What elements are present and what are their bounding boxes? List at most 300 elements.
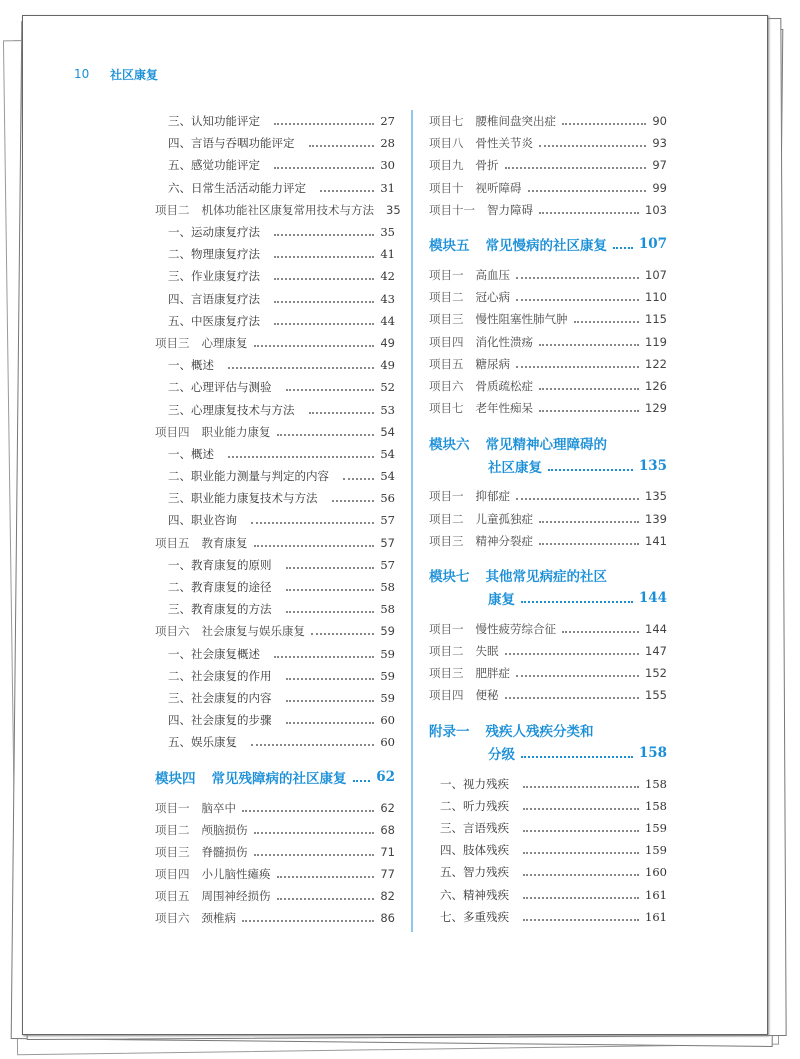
dot-leader [286,611,375,613]
item-title: 三、社会康复的内容 [168,690,272,705]
item-title: 慢性疲劳综合征 [475,621,556,636]
module-page: 135 [638,457,667,474]
toc-subitem[interactable] [155,376,395,398]
item-title: 一、教育康复的原则 [168,557,272,572]
item-title: 三、职业能力康复技术与方法 [168,491,318,506]
dot-leader [254,832,375,834]
item-page: 30 [380,158,395,173]
toc-item[interactable] [155,863,395,885]
item-page: 49 [380,335,395,350]
toc-item[interactable] [429,286,667,308]
item-page: 159 [645,821,667,836]
item-title: 慢性阻塞性肺气肿 [475,312,568,327]
item-title: 五、娱乐康复 [168,735,237,750]
dot-leader [343,478,374,480]
dot-leader [516,277,639,279]
module-page: 144 [638,590,667,607]
item-label: 项目三 [155,844,190,859]
item-page: 155 [645,688,667,703]
item-title: 教育康复 [201,535,248,550]
item-page: 59 [380,624,395,639]
toc-item[interactable] [429,154,667,176]
toc-subitem[interactable] [155,110,395,132]
item-page: 159 [645,843,667,858]
item-label: 项目二 [429,290,464,305]
item-title: 四、肢体残疾 [440,843,509,858]
item-title: 七、多重残疾 [440,909,509,924]
toc-subitem[interactable] [155,221,395,243]
dot-leader [274,123,374,125]
column-divider [411,110,413,932]
dot-leader [574,321,640,323]
module-title: 残疾人残疾分类和 [485,724,594,741]
toc-module-heading[interactable] [155,765,395,788]
item-label: 项目七 [429,114,464,129]
dot-leader [528,190,647,192]
item-page: 77 [380,867,395,882]
toc-subitem[interactable] [155,288,395,310]
item-page: 62 [380,800,395,815]
dot-leader [562,631,639,633]
toc-item[interactable] [429,684,667,706]
item-title: 三、心理康复技术与方法 [168,402,295,417]
item-label: 项目一 [429,268,464,283]
item-title: 五、智力残疾 [440,865,509,880]
toc-subitem[interactable] [429,839,667,861]
dot-leader [521,601,633,603]
item-page: 59 [380,646,395,661]
dot-leader [523,852,639,854]
item-label: 项目二 [155,822,190,837]
module-heading-line [429,564,667,587]
dot-leader [505,653,640,655]
item-label: 项目三 [429,666,464,681]
item-page: 44 [380,313,395,328]
module-label: 附录一 [429,724,470,741]
dot-leader [274,234,374,236]
item-label: 项目六 [155,911,190,926]
item-page: 122 [645,356,667,371]
item-label: 项目三 [155,335,190,350]
dot-leader [353,780,371,782]
item-page: 57 [380,535,395,550]
item-label: 项目五 [155,535,190,550]
item-label: 项目五 [155,889,190,904]
item-title: 三、教育康复的方法 [168,602,272,617]
item-title: 机体功能社区康复常用技术与方法 [201,202,374,217]
item-page: 93 [652,136,667,151]
toc-subitem[interactable] [155,598,395,620]
dot-leader [539,543,639,545]
item-page: 54 [380,446,395,461]
dot-leader [539,388,639,390]
dot-leader [332,500,375,502]
dot-leader [286,722,375,724]
dot-leader [242,810,374,812]
item-page: 56 [380,491,395,506]
toc-subitem[interactable] [429,795,667,817]
item-page: 71 [380,844,395,859]
toc-subitem[interactable] [155,310,395,332]
item-title: 三、言语残疾 [440,821,509,836]
toc-item[interactable] [155,332,395,354]
module-heading-line [429,742,667,765]
item-page: 68 [380,822,395,837]
item-title: 失眠 [475,644,499,659]
dot-leader [286,700,375,702]
item-page: 119 [645,334,667,349]
item-title: 一、视力残疾 [440,776,509,791]
module-title-continued: 康复 [488,592,515,609]
item-page: 152 [645,666,667,681]
toc-item[interactable] [429,375,667,397]
item-title: 五、中医康复疗法 [168,313,260,328]
item-page: 160 [645,865,667,880]
dot-leader [277,898,375,900]
module-page: 62 [376,768,395,785]
toc-subitem[interactable] [155,731,395,753]
toc-subitem[interactable] [429,773,667,795]
item-title: 颅脑损伤 [201,822,248,837]
dot-leader [274,323,374,325]
item-label: 项目四 [429,334,464,349]
item-title: 四、职业咨询 [168,513,237,528]
item-title: 六、精神残疾 [440,887,509,902]
item-label: 项目六 [429,378,464,393]
toc-subitem[interactable] [429,884,667,906]
item-page: 54 [380,424,395,439]
item-page: 161 [645,909,667,924]
dot-leader [539,344,639,346]
item-page: 135 [645,489,667,504]
item-page: 103 [645,202,667,217]
dot-leader [228,456,374,458]
toc-module-heading[interactable] [429,564,667,610]
item-page: 129 [645,401,667,416]
dot-leader [286,389,375,391]
item-label: 项目十 [429,180,464,195]
item-page: 144 [645,621,667,636]
toc-subitem[interactable] [155,665,395,687]
toc-item[interactable] [429,397,667,419]
item-title: 小儿脑性瘫痪 [201,867,271,882]
running-header-title: 社区康复 [110,68,159,82]
toc-subitem[interactable] [155,687,395,709]
item-page: 59 [380,668,395,683]
item-label: 项目五 [429,356,464,371]
dot-leader [505,167,647,169]
item-page: 35 [386,202,401,217]
toc-subitem[interactable] [155,398,395,420]
module-title-continued: 分级 [488,747,515,764]
dot-leader [251,522,374,524]
item-page: 58 [380,580,395,595]
module-title: 其他常见病症的社区 [485,569,607,586]
item-page: 53 [380,402,395,417]
module-title: 常见慢病的社区康复 [485,238,607,255]
item-title: 老年性痴呆 [475,401,533,416]
toc-item[interactable] [429,132,667,154]
item-label: 项目九 [429,158,464,173]
item-label: 项目三 [429,533,464,548]
item-title: 精神分裂症 [475,533,533,548]
dot-leader [320,190,374,192]
item-title: 冠心病 [475,290,510,305]
item-title: 四、言语康复疗法 [168,291,260,306]
item-title: 二、职业能力测量与判定的内容 [168,469,329,484]
dot-leader [286,567,375,569]
item-title: 骨性关节炎 [475,136,533,151]
toc-item[interactable] [429,308,667,330]
toc-item[interactable] [155,421,395,443]
item-title: 六、日常生活活动能力评定 [168,180,306,195]
item-page: 52 [380,380,395,395]
dot-leader [539,521,639,523]
dot-leader [254,854,375,856]
module-title-continued: 社区康复 [488,459,542,476]
item-label: 项目一 [429,621,464,636]
dot-leader [277,434,375,436]
item-page: 42 [380,269,395,284]
item-page: 59 [380,690,395,705]
module-heading-line [429,587,667,610]
item-title: 一、概述 [168,358,214,373]
item-title: 糖尿病 [475,356,510,371]
toc-item[interactable] [429,618,667,640]
item-page: 90 [652,114,667,129]
dot-leader [228,367,374,369]
dot-leader [274,656,374,658]
item-title: 骨质疏松症 [475,378,533,393]
item-title: 骨折 [475,158,499,173]
toc-item[interactable] [155,885,395,907]
item-label: 项目十一 [429,202,475,217]
dot-leader [523,919,639,921]
dot-leader [539,145,646,147]
toc-item[interactable] [429,485,667,507]
item-page: 60 [380,713,395,728]
dot-leader [274,256,374,258]
dot-leader [516,498,639,500]
dot-leader [274,301,374,303]
item-page: 141 [645,533,667,548]
item-title: 三、作业康复疗法 [168,269,260,284]
item-title: 心理康复 [201,335,248,350]
dot-leader [251,744,374,746]
item-page: 158 [645,798,667,813]
toc-subitem[interactable] [429,817,667,839]
toc-item[interactable] [155,819,395,841]
dot-leader [523,786,639,788]
toc-subitem[interactable] [155,132,395,154]
item-title: 颈椎病 [201,911,236,926]
item-page: 139 [645,511,667,526]
item-page: 41 [380,247,395,262]
dot-leader [613,247,633,249]
toc-subitem[interactable] [155,177,395,199]
item-label: 项目六 [155,624,190,639]
item-page: 57 [380,557,395,572]
module-heading-line [429,431,667,454]
toc-subitem[interactable] [155,509,395,531]
item-title: 高血压 [475,268,510,283]
item-page: 43 [380,291,395,306]
item-label: 项目四 [155,424,190,439]
toc-item[interactable] [155,796,395,818]
dot-leader [539,212,639,214]
toc-item[interactable] [155,907,395,929]
item-title: 二、心理评估与测验 [168,380,272,395]
item-page: 54 [380,469,395,484]
module-label: 模块七 [429,569,470,586]
dot-leader [274,278,374,280]
toc-item[interactable] [429,264,667,286]
module-label: 模块四 [155,770,196,787]
dot-leader [539,410,639,412]
toc-item[interactable] [429,640,667,662]
toc-item[interactable] [155,532,395,554]
item-title: 抑郁症 [475,489,510,504]
item-title: 一、运动康复疗法 [168,225,260,240]
item-title: 五、感觉功能评定 [168,158,260,173]
module-label: 模块五 [429,238,470,255]
item-page: 99 [652,180,667,195]
toc-item[interactable] [429,507,667,529]
item-title: 四、社会康复的步骤 [168,713,272,728]
page-number: 10 [74,67,90,81]
toc-item[interactable] [429,177,667,199]
toc-subitem[interactable] [155,487,395,509]
item-page: 27 [380,114,395,129]
toc-subitem[interactable] [155,643,395,665]
dot-leader [521,756,633,758]
toc-item[interactable] [429,530,667,552]
item-page: 115 [645,312,667,327]
dot-leader [562,123,646,125]
item-title: 消化性溃疡 [475,334,533,349]
module-page: 107 [638,236,667,253]
toc-item[interactable] [429,199,667,221]
toc-subitem[interactable] [155,443,395,465]
toc-module-heading[interactable] [429,431,667,477]
item-page: 110 [645,290,667,305]
dot-leader [309,412,375,414]
dot-leader [516,299,639,301]
item-page: 35 [380,225,395,240]
toc-subitem[interactable] [155,154,395,176]
item-title: 社会康复与娱乐康复 [201,624,305,639]
dot-leader [309,145,375,147]
toc-subitem[interactable] [155,243,395,265]
toc-item[interactable] [429,110,667,132]
item-label: 项目八 [429,136,464,151]
item-page: 97 [652,158,667,173]
toc-item[interactable] [429,353,667,375]
toc-item[interactable] [155,199,401,221]
toc-subitem[interactable] [429,906,667,928]
item-title: 便秘 [475,688,499,703]
item-title: 二、听力残疾 [440,798,509,813]
item-title: 一、社会康复概述 [168,646,260,661]
item-page: 158 [645,776,667,791]
toc-subitem[interactable] [155,576,395,598]
item-page: 49 [380,358,395,373]
dot-leader [523,808,639,810]
item-title: 儿童孤独症 [475,511,533,526]
item-label: 项目二 [429,644,464,659]
item-title: 一、概述 [168,446,214,461]
module-heading-line [429,454,667,477]
dot-leader [505,697,640,699]
toc-item[interactable] [155,841,395,863]
item-title: 周围神经损伤 [201,889,271,904]
dot-leader [286,589,375,591]
toc-item[interactable] [155,620,395,642]
toc-item[interactable] [429,331,667,353]
dot-leader [274,167,374,169]
dot-leader [516,675,639,677]
item-title: 四、言语与吞咽功能评定 [168,136,295,151]
item-title: 二、社会康复的作用 [168,668,272,683]
module-label: 模块六 [429,436,470,453]
item-title: 脊髓损伤 [201,844,248,859]
dot-leader [516,366,639,368]
toc-subitem[interactable] [155,265,395,287]
toc-subitem[interactable] [155,465,395,487]
toc-left-column [155,110,401,930]
dot-leader [277,876,375,878]
item-label: 项目二 [429,511,464,526]
dot-leader [523,897,639,899]
item-title: 脑卒中 [201,800,236,815]
module-heading-line [429,233,667,256]
toc-subitem[interactable] [429,861,667,883]
module-page: 158 [638,745,667,762]
item-label: 项目三 [429,312,464,327]
item-title: 职业能力康复 [201,424,271,439]
item-page: 28 [380,136,395,151]
toc-module-heading[interactable] [429,719,667,765]
item-label: 项目七 [429,401,464,416]
item-page: 147 [645,644,667,659]
item-page: 31 [380,180,395,195]
toc-right-column [429,110,667,928]
toc-subitem[interactable] [155,554,395,576]
item-title: 腰椎间盘突出症 [475,114,556,129]
dot-leader [254,545,375,547]
toc-module-heading[interactable] [429,233,667,256]
module-heading-line [429,719,667,742]
module-title: 常见精神心理障碍的 [485,436,607,453]
item-page: 82 [380,889,395,904]
item-title: 三、认知功能评定 [168,114,260,129]
module-title: 常见残障病的社区康复 [211,770,347,787]
toc-item[interactable] [429,662,667,684]
dot-leader [523,830,639,832]
item-page: 161 [645,887,667,902]
item-label: 项目四 [429,688,464,703]
item-label: 项目一 [155,800,190,815]
item-page: 58 [380,602,395,617]
dot-leader [548,469,633,471]
item-label: 项目一 [429,489,464,504]
item-title: 智力障碍 [487,202,533,217]
item-title: 二、物理康复疗法 [168,247,260,262]
toc-subitem[interactable] [155,709,395,731]
dot-leader [523,874,639,876]
dot-leader [311,633,374,635]
toc-subitem[interactable] [155,354,395,376]
